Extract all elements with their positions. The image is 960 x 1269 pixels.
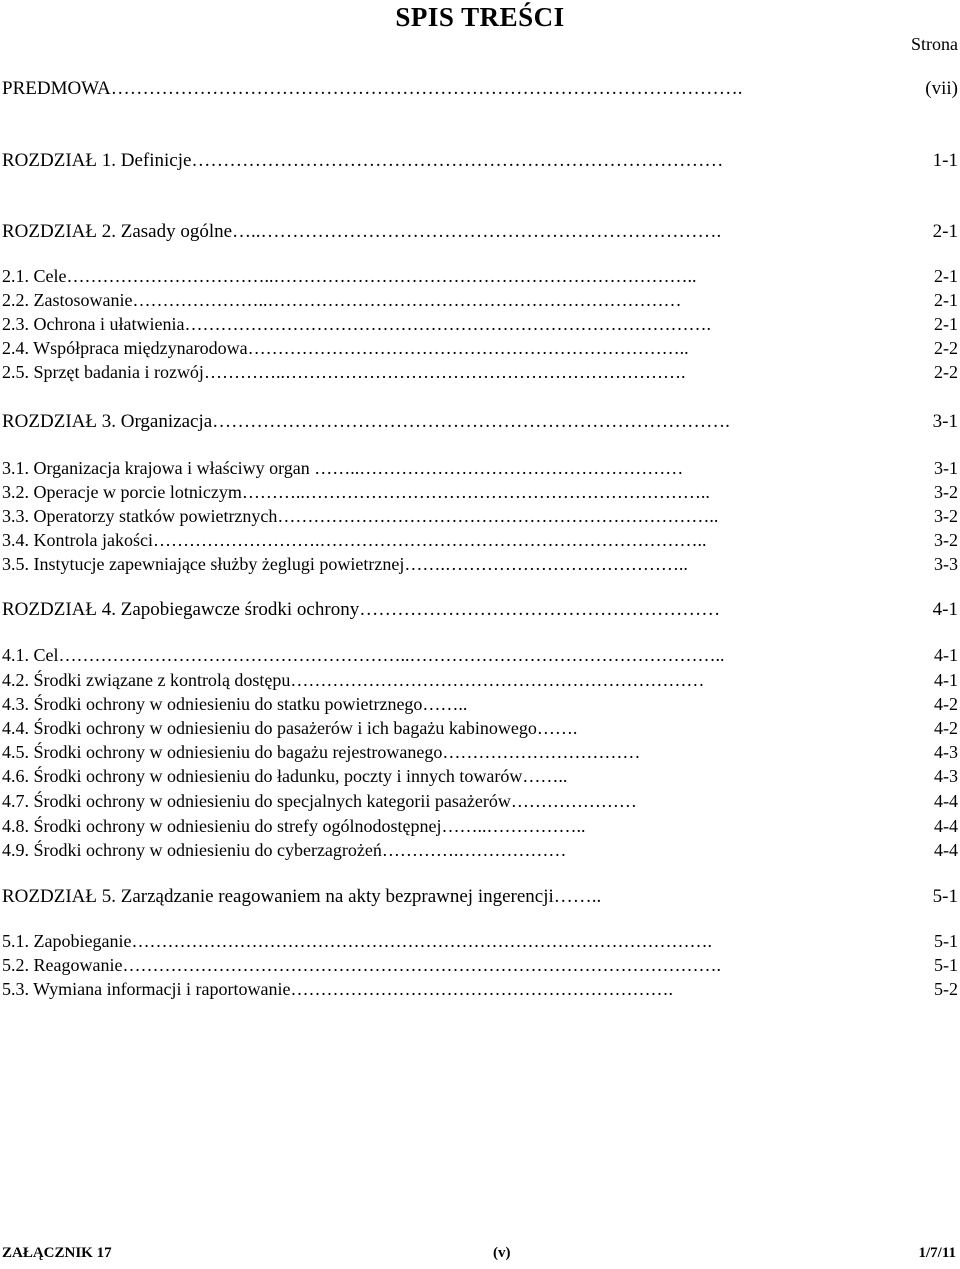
footer-annex-label: ZAŁĄCZNIK 17 (2, 1245, 112, 1261)
toc-entry-page: 4-1 (934, 670, 958, 690)
toc-entry[interactable] (0, 149, 960, 173)
toc-entry[interactable] (0, 598, 960, 622)
toc-entry-page: 5-2 (934, 979, 958, 999)
toc-entry-page: 2-1 (934, 290, 958, 310)
page-column-label: Strona (911, 34, 958, 54)
toc-entry[interactable] (0, 929, 960, 953)
toc-entry-label: ROZDZIAŁ 5. Zarządzanie reagowaniem na akty bezprawnej ingerencji…….. (2, 886, 602, 907)
toc-entry-label: 2.2. Zastosowanie…………………..…………………………………………………………… (2, 290, 682, 310)
toc-entry-label: 4.7. Środki ochrony w odniesieniu do specjalnych kategorii pasażerów………………… (2, 791, 637, 811)
toc-entry-page: 3-2 (934, 530, 958, 550)
toc-entry[interactable] (0, 264, 960, 288)
toc-entry[interactable] (0, 668, 960, 692)
footer-page-number: (v) (493, 1245, 511, 1261)
toc-entry-page: 2-2 (934, 338, 958, 358)
toc-entry-label: 5.3. Wymiana informacji i raportowanie………………………………………………………. (2, 979, 673, 999)
toc-entry-label: 4.8. Środki ochrony w odniesieniu do strefy ogólnodostępnej……..…………….. (2, 816, 586, 836)
toc-entry-page: (vii) (925, 78, 958, 99)
toc-entry-label: ROZDZIAŁ 3. Organizacja………………………………………………………………………. (2, 411, 730, 432)
toc-entry-page: 5-1 (934, 955, 958, 975)
toc-entry-label: 2.5. Sprzęt badania i rozwój…………..…………………………………………………………. (2, 362, 686, 382)
toc-entry-page: 2-2 (934, 362, 958, 382)
toc-entry-label: 2.1. Cele……………………………..…………………………………………………………….. (2, 266, 697, 286)
toc-entry[interactable] (0, 220, 960, 244)
toc-entry-page: 3-1 (934, 458, 958, 478)
toc-entry-label: 3.2. Operacje w porcie lotniczym………..………………………………………………………….. (2, 482, 710, 502)
toc-entry[interactable] (0, 528, 960, 552)
toc-entry-page: 3-2 (934, 482, 958, 502)
toc-entry-page: 2-1 (934, 266, 958, 286)
toc-entry-label: 5.1. Zapobieganie……………………………………………………………………………………. (2, 931, 712, 951)
toc-entry-label: ROZDZIAŁ 4. Zapobiegawcze środki ochrony………………………………………………… (2, 599, 721, 620)
toc-entry-page: 4-3 (934, 766, 958, 786)
toc-entry-label: ROZDZIAŁ 1. Definicje………………………………………………………………………… (2, 150, 724, 171)
toc-entry-page: 4-2 (934, 694, 958, 714)
toc-entry-label: 4.4. Środki ochrony w odniesieniu do pasażerów i ich bagażu kabinowego……. (2, 718, 578, 738)
toc-entry-label: 4.3. Środki ochrony w odniesieniu do statku powietrznego…….. (2, 694, 468, 714)
toc-entry-label: 2.3. Ochrona i ułatwienia……………………………………………………………………………. (2, 314, 711, 334)
toc-entry[interactable] (0, 692, 960, 716)
toc-entry-label: 4.9. Środki ochrony w odniesieniu do cyberzagrożeń………….……………… (2, 840, 567, 860)
toc-entry-label: ROZDZIAŁ 2. Zasady ogólne…..………………………………………………………………. (2, 221, 722, 242)
toc-entry[interactable] (0, 77, 960, 101)
toc-entry[interactable] (0, 740, 960, 764)
toc-entry-label: PREDMOWA………………………………………………………………………………………. (2, 78, 743, 99)
toc-entry-page: 3-3 (934, 554, 958, 574)
toc-entry[interactable] (0, 360, 960, 384)
toc-entry[interactable] (0, 838, 960, 862)
toc-entry-label: 3.1. Organizacja krajowa i właściwy organ ……..……………………………………………… (2, 458, 684, 478)
toc-entry-page: 4-4 (934, 791, 958, 811)
toc-entry[interactable] (0, 312, 960, 336)
toc-entry-label: 4.5. Środki ochrony w odniesieniu do bagażu rejestrowanego…………………………… (2, 742, 641, 762)
toc-entry[interactable] (0, 480, 960, 504)
page-title: SPIS TREŚCI (395, 2, 565, 32)
page-footer (0, 1245, 960, 1265)
toc-entry[interactable] (0, 953, 960, 977)
toc-entry-page: 2-1 (934, 314, 958, 334)
toc-entry[interactable] (0, 410, 960, 434)
toc-entry[interactable] (0, 288, 960, 312)
toc-entry-label: 3.4. Kontrola jakości……………………….……………………………………………………….. (2, 530, 707, 550)
toc-entry-page: 4-4 (934, 816, 958, 836)
toc-entry-page: 3-2 (934, 506, 958, 526)
toc-entry-label: 4.6. Środki ochrony w odniesieniu do ładunku, poczty i innych towarów…….. (2, 766, 568, 786)
toc-entry-page: 1-1 (932, 150, 958, 171)
toc-entry[interactable] (0, 977, 960, 1001)
toc-entry-label: 5.2. Reagowanie………………………………………………………………………………………. (2, 955, 721, 975)
toc-entry-page: 4-1 (932, 599, 958, 620)
toc-entry-page: 3-1 (932, 411, 958, 432)
toc-entry-label: 4.1. Cel…………………………………………………..…………………………………………….. (2, 645, 725, 665)
toc-entry-label: 4.2. Środki związane z kontrolą dostępu…………………………………………………………… (2, 670, 705, 690)
toc-entry-label: 2.4. Współpraca międzynarodowa……………………………………………………………….. (2, 338, 689, 358)
toc-entry-label: 3.5. Instytucje zapewniające służby żeglugi powietrznej…….………………………………….. (2, 554, 688, 574)
toc-entry[interactable] (0, 504, 960, 528)
toc-entry[interactable] (0, 643, 960, 667)
toc-entry[interactable] (0, 885, 960, 909)
toc-entry-page: 4-3 (934, 742, 958, 762)
toc-entry[interactable] (0, 814, 960, 838)
toc-entry-page: 2-1 (932, 221, 958, 242)
toc-entry[interactable] (0, 716, 960, 740)
toc-entry[interactable] (0, 789, 960, 813)
toc-entry-page: 4-4 (934, 840, 958, 860)
toc-entry-page: 5-1 (932, 886, 958, 907)
toc-entry[interactable] (0, 552, 960, 576)
toc-entry[interactable] (0, 456, 960, 480)
toc-entry[interactable] (0, 764, 960, 788)
toc-entry-page: 5-1 (934, 931, 958, 951)
toc-entry-label: 3.3. Operatorzy statków powietrznych……………………………………………………………….. (2, 506, 719, 526)
toc-entry-page: 4-1 (934, 645, 958, 665)
footer-date: 1/7/11 (918, 1245, 956, 1261)
toc-entry-page: 4-2 (934, 718, 958, 738)
toc-entry[interactable] (0, 336, 960, 360)
